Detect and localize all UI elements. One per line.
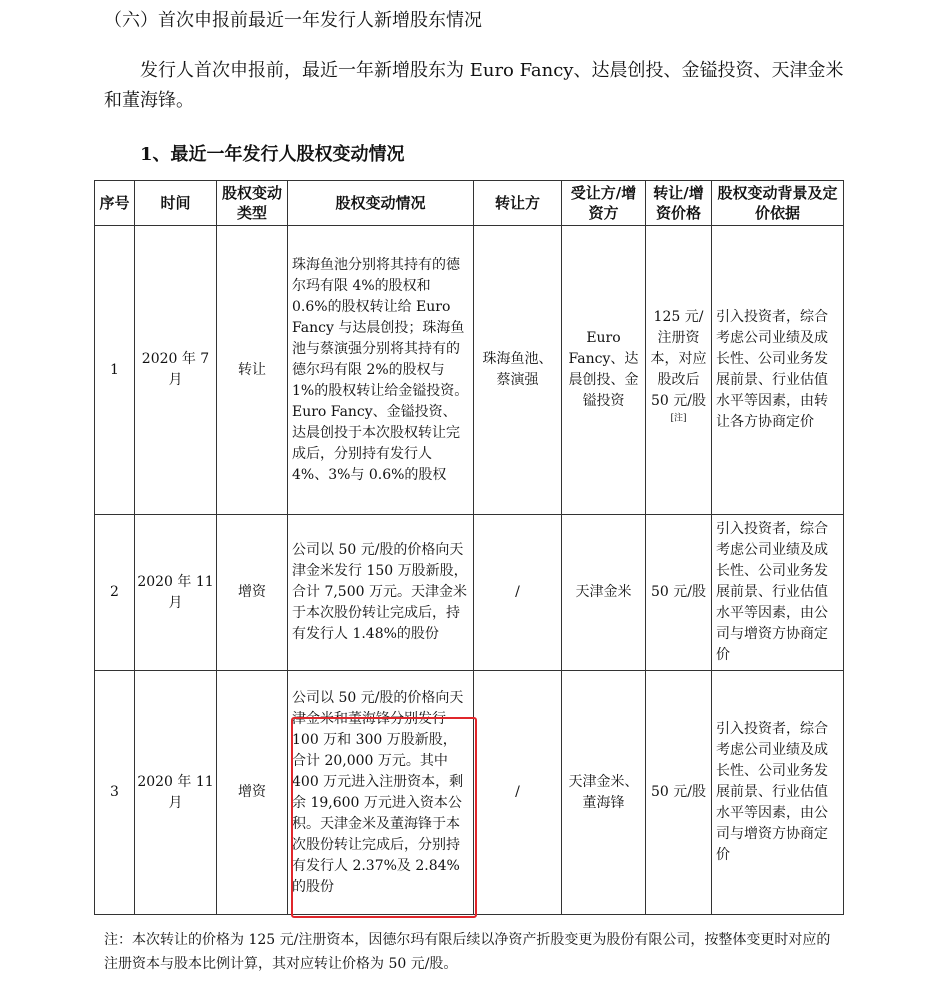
cell-no: 1 <box>95 226 135 515</box>
price-note-mark: [注] <box>670 413 687 424</box>
price-text: 125 元/注册资本，对应股改后 50 元/股 <box>650 309 707 409</box>
table-row <box>95 515 844 671</box>
cell-transferee: 天津金米 <box>562 515 646 671</box>
cell-background: 引入投资者，综合考虑公司业绩及成长性、公司业务发展前景、行业估值水平等因素，由转让各方协商定价 <box>712 226 844 515</box>
cell-transferor: / <box>474 671 562 915</box>
header-no: 序号 <box>95 181 135 226</box>
table-header-row <box>95 181 844 226</box>
header-time: 时间 <box>135 181 217 226</box>
cell-transferor: 珠海鱼池、蔡演强 <box>474 226 562 515</box>
cell-price: 50 元/股 <box>646 671 712 915</box>
cell-price: 50 元/股 <box>646 515 712 671</box>
cell-transferee: 天津金米、董海锋 <box>562 671 646 915</box>
cell-transferee: Euro Fancy、达晨创投、金镒投资 <box>562 226 646 515</box>
table-footnote: 注：本次转让的价格为 125 元/注册资本，因德尔玛有限后续以净资产折股变更为股份有限公司，按整体变更时对应的注册资本与股本比例计算，其对应转让价格为 50 元/股。 <box>104 932 831 972</box>
cell-time: 2020 年 11 月 <box>135 515 217 671</box>
cell-desc: 公司以 50 元/股的价格向天津金米发行 150 万股新股，合计 7,500 万元。天津金米于本次股份转让完成后，持有发行人 1.48%的股份 <box>288 515 474 671</box>
cell-time: 2020 年 11 月 <box>135 671 217 915</box>
header-type: 股权变动类型 <box>217 181 288 226</box>
cell-no: 2 <box>95 515 135 671</box>
cell-type: 增资 <box>217 671 288 915</box>
cell-type: 增资 <box>217 515 288 671</box>
table-row <box>95 226 844 515</box>
section-heading: （六）首次申报前最近一年发行人新增股东情况 <box>104 10 482 31</box>
cell-no: 3 <box>95 671 135 915</box>
cell-price <box>646 226 712 515</box>
intro-paragraph: 发行人首次申报前，最近一年新增股东为 Euro Fancy、达晨创投、金镒投资、天津金米和董海锋。 <box>104 60 844 111</box>
table-row <box>95 671 844 915</box>
cell-desc: 公司以 50 元/股的价格向天津金米和董海锋分别发行 100 万和 300 万股新股，合计 20,000 万元。其中 400 万元进入注册资本，剩余 19,600 万元进入资本公积。天津金米及董海锋于本次股份转让完成后，分别持有发行人 2.37%及 2.84%的股份 <box>288 671 474 915</box>
header-price: 转让/增资价格 <box>646 181 712 226</box>
cell-background: 引入投资者，综合考虑公司业绩及成长性、公司业务发展前景、行业估值水平等因素，由公司与增资方协商定价 <box>712 515 844 671</box>
header-desc: 股权变动情况 <box>288 181 474 226</box>
cell-time: 2020 年 7 月 <box>135 226 217 515</box>
cell-type: 转让 <box>217 226 288 515</box>
header-transferee: 受让方/增资方 <box>562 181 646 226</box>
header-transferor: 转让方 <box>474 181 562 226</box>
table-subheading: 1、最近一年发行人股权变动情况 <box>140 144 405 165</box>
header-background: 股权变动背景及定价依据 <box>712 181 844 226</box>
cell-background: 引入投资者，综合考虑公司业绩及成长性、公司业务发展前景、行业估值水平等因素，由公司与增资方协商定价 <box>712 671 844 915</box>
cell-desc: 珠海鱼池分别将其持有的德尔玛有限 4%的股权和 0.6%的股权转让给 Euro Fancy 与达晨创投；珠海鱼池与蔡演强分别将其持有的德尔玛有限 2%的股权与 1%的股权转让给金镒投资。Euro Fancy、金镒投资、达晨创投于本次股权转让完成后，分别持有发行人 4%、3%与 0.6%的股权 <box>288 226 474 515</box>
equity-change-table <box>94 180 844 915</box>
cell-transferor: / <box>474 515 562 671</box>
